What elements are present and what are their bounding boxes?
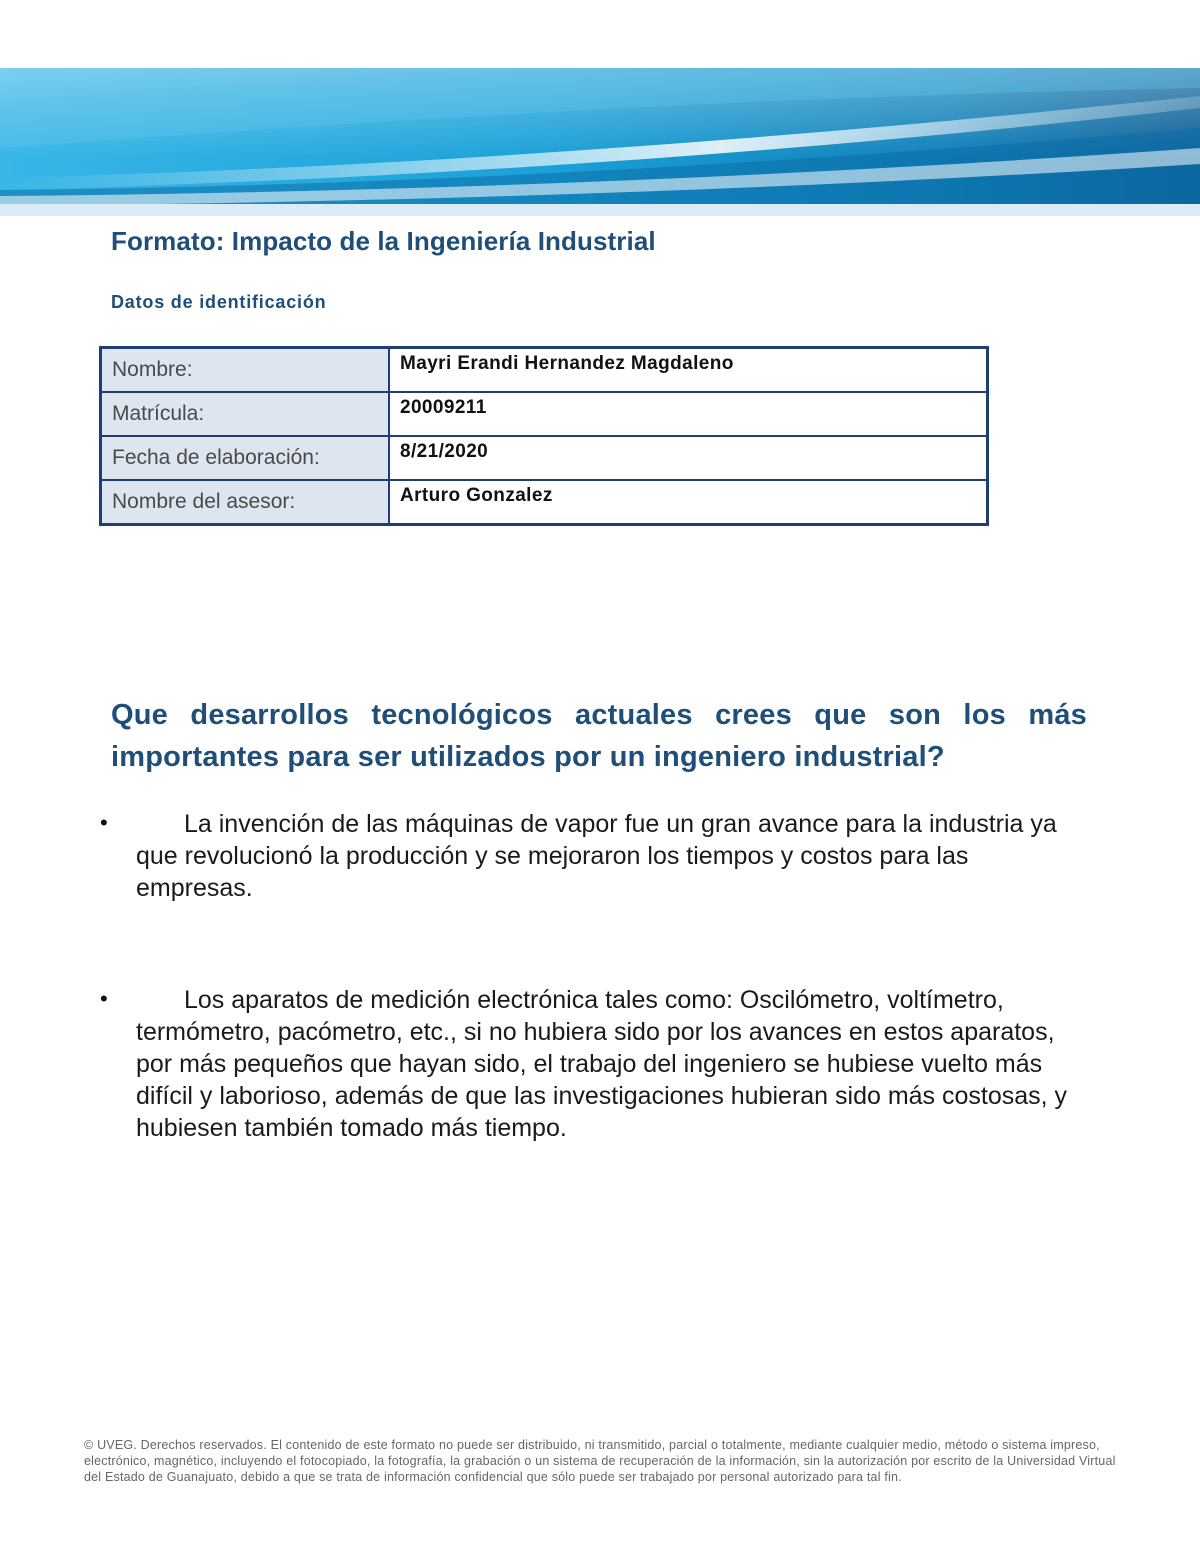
question-heading: Que desarrollos tecnológicos actuales crees que son los más importantes para ser utilizados por un ingeniero industrial? [111,699,1087,773]
bullet-marker: • [100,986,108,1011]
document-title: Formato: Impacto de la Ingeniería Industrial [111,226,656,256]
bullet-marker: • [100,810,108,835]
table-row [101,480,988,525]
header-banner [0,68,1200,216]
list-item-text: Los aparatos de medición electrónica tales como: Oscilómetro, voltímetro, termómetro, pacómetro, etc., si no hubiera sido por los avances en estos aparatos, por más pequeños que hayan sido, el trabajo del ingeniero se hubiese vuelto más difícil y laborioso, además de que las investigaciones hubieran sido más costosas, y hubiesen también tomado más tiempo. [136,986,1068,1142]
header-banner-graphic [0,68,1200,216]
table-row [101,348,988,393]
table-row [101,392,988,436]
row-label: Matrícula: [101,392,390,436]
row-value: 20009211 [389,392,988,436]
row-value: Mayri Erandi Hernandez Magdaleno [389,348,988,393]
table-row [101,436,988,480]
row-value: Arturo Gonzalez [389,480,988,525]
section-label: Datos de identificación [111,292,327,312]
identification-table [99,346,989,526]
copyright-footer: © UVEG. Derechos reservados. El contenido de este formato no puede ser distribuido, ni transmitido, parcial o totalmente, mediante cualquier medio, método o sistema impreso, electrónico, magnético, incluyendo el fotocopiado, la fotografía, la grabación o un sistema de recuperación de la información, sin la autorización por escrito de la Universidad Virtual del Estado de Guanajuato, debido a que se trata de información confidencial que sólo puede ser trabajado por personal autorizado para tal fin. [84,1438,1116,1484]
row-value: 8/21/2020 [389,436,988,480]
row-label: Fecha de elaboración: [101,436,390,480]
row-label: Nombre del asesor: [101,480,390,525]
row-label: Nombre: [101,348,390,393]
list-item-text: La invención de las máquinas de vapor fue un gran avance para la industria ya que revolucionó la producción y se mejoraron los tiempos y costos para las empresas. [136,810,1057,902]
